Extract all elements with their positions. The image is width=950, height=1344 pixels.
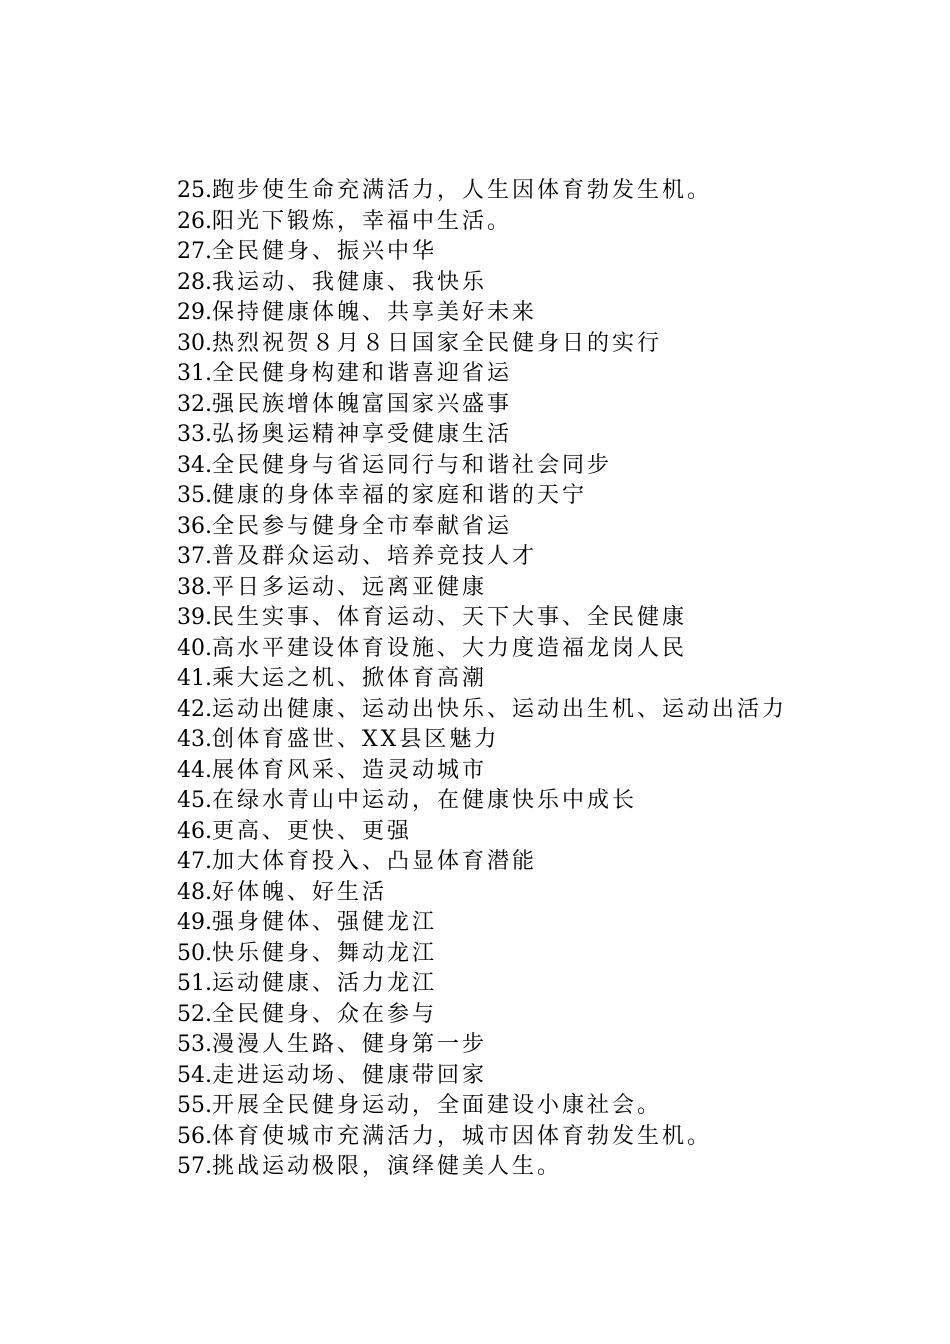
item-number: 27.: [177, 239, 212, 264]
item-text: 挑战运动极限，演绎健美人生。: [212, 1154, 563, 1179]
item-text: 阳光下锻炼，幸福中生活。: [212, 208, 513, 234]
item-number: 50.: [177, 940, 212, 966]
item-number: 57.: [177, 1154, 212, 1179]
item-text: 加大体育投入、凸显体育潜能: [212, 849, 538, 874]
item-number: 44.: [177, 757, 212, 783]
list-item: [177, 756, 917, 787]
list-item: [177, 969, 917, 1000]
list-item: [177, 1122, 917, 1153]
item-number: 51.: [177, 971, 212, 996]
item-number: 47.: [177, 849, 212, 874]
item-text: 全民健身与省运同行与和谐社会同步: [212, 452, 613, 478]
item-text: 乘大运之机、掀体育高潮: [212, 666, 488, 691]
list-item: [177, 634, 917, 665]
item-text: 强民族增体魄富国家兴盛事: [212, 391, 513, 417]
item-text: 弘扬奥运精神享受健康生活: [212, 422, 513, 447]
item-number: 53.: [177, 1032, 212, 1057]
list-item: [177, 695, 917, 726]
item-text: 快乐健身、舞动龙江: [212, 940, 438, 966]
list-item: [177, 786, 917, 817]
item-text: 平日多运动、远离亚健康: [212, 574, 488, 600]
list-item: [177, 1152, 917, 1183]
list-item: [177, 573, 917, 604]
item-text: 体育使城市充满活力，城市因体育勃发生机。: [212, 1123, 713, 1149]
item-number: 41.: [177, 666, 212, 691]
item-text: 健康的身体幸福的家庭和谐的天宁: [212, 483, 588, 508]
item-number: 46.: [177, 818, 212, 844]
item-number: 39.: [177, 605, 212, 630]
list-item: [177, 237, 917, 268]
list-item: [177, 207, 917, 238]
item-number: 32.: [177, 391, 212, 417]
item-text: 走进运动场、健康带回家: [212, 1062, 488, 1088]
item-number: 34.: [177, 452, 212, 478]
list-item: [177, 847, 917, 878]
item-number: 37.: [177, 544, 212, 569]
item-number: 28.: [177, 269, 212, 295]
list-item: [177, 1061, 917, 1092]
item-text: 民生实事、体育运动、天下大事、全民健康: [212, 605, 688, 630]
item-number: 29.: [177, 300, 212, 325]
item-number: 54.: [177, 1062, 212, 1088]
item-text: 我运动、我健康、我快乐: [212, 269, 488, 295]
list-item: [177, 1030, 917, 1061]
item-text: 好体魄、好生活: [212, 879, 388, 905]
list-item: [177, 878, 917, 909]
list-item: [177, 817, 917, 848]
slogan-list: [177, 176, 917, 1183]
item-text: 开展全民健身运动，全面建设小康社会。: [212, 1093, 663, 1118]
list-item: [177, 512, 917, 543]
item-number: 31.: [177, 361, 212, 386]
list-item: [177, 1000, 917, 1031]
item-number: 56.: [177, 1123, 212, 1149]
item-text: 运动健康、活力龙江: [212, 971, 438, 996]
list-item: [177, 451, 917, 482]
item-number: 35.: [177, 483, 212, 508]
list-item: [177, 176, 917, 207]
item-text: 热烈祝贺８月８日国家全民健身日的实行: [212, 330, 663, 356]
item-text: 漫漫人生路、健身第一步: [212, 1032, 488, 1057]
item-text: 普及群众运动、培养竞技人才: [212, 544, 538, 569]
item-number: 25.: [177, 178, 212, 203]
item-number: 30.: [177, 330, 212, 356]
list-item: [177, 664, 917, 695]
list-item: [177, 298, 917, 329]
list-item: [177, 908, 917, 939]
item-text: 全民健身、振兴中华: [212, 239, 438, 264]
list-item: [177, 603, 917, 634]
item-number: 42.: [177, 696, 212, 722]
list-item: [177, 390, 917, 421]
list-item: [177, 359, 917, 390]
item-number: 33.: [177, 422, 212, 447]
item-number: 40.: [177, 635, 212, 661]
item-number: 49.: [177, 910, 212, 935]
item-text: 全民参与健身全市奉献省运: [212, 513, 513, 539]
item-text: 在绿水青山中运动，在健康快乐中成长: [212, 788, 638, 813]
item-text: 跑步使生命充满活力，人生因体育勃发生机。: [212, 178, 713, 203]
list-item: [177, 542, 917, 573]
list-item: [177, 268, 917, 299]
list-item: [177, 329, 917, 360]
item-text: 展体育风采、造灵动城市: [212, 757, 488, 783]
list-item: [177, 481, 917, 512]
item-number: 52.: [177, 1001, 212, 1027]
item-number: 48.: [177, 879, 212, 905]
list-item: [177, 725, 917, 756]
item-text: 创体育盛世、XX县区魅力: [212, 727, 500, 752]
item-text: 全民健身、众在参与: [212, 1001, 438, 1027]
item-number: 45.: [177, 788, 212, 813]
item-number: 36.: [177, 513, 212, 539]
item-text: 更高、更快、更强: [212, 818, 413, 844]
item-text: 全民健身构建和谐喜迎省运: [212, 361, 513, 386]
item-number: 38.: [177, 574, 212, 600]
item-text: 运动出健康、运动出快乐、运动出生机、运动出活力: [212, 696, 788, 722]
item-text: 强身健体、强健龙江: [212, 910, 438, 935]
item-number: 43.: [177, 727, 212, 752]
item-text: 高水平建设体育设施、大力度造福龙岗人民: [212, 635, 688, 661]
item-number: 55.: [177, 1093, 212, 1118]
list-item: [177, 939, 917, 970]
list-item: [177, 1091, 917, 1122]
item-number: 26.: [177, 208, 212, 234]
item-text: 保持健康体魄、共享美好未来: [212, 300, 538, 325]
list-item: [177, 420, 917, 451]
